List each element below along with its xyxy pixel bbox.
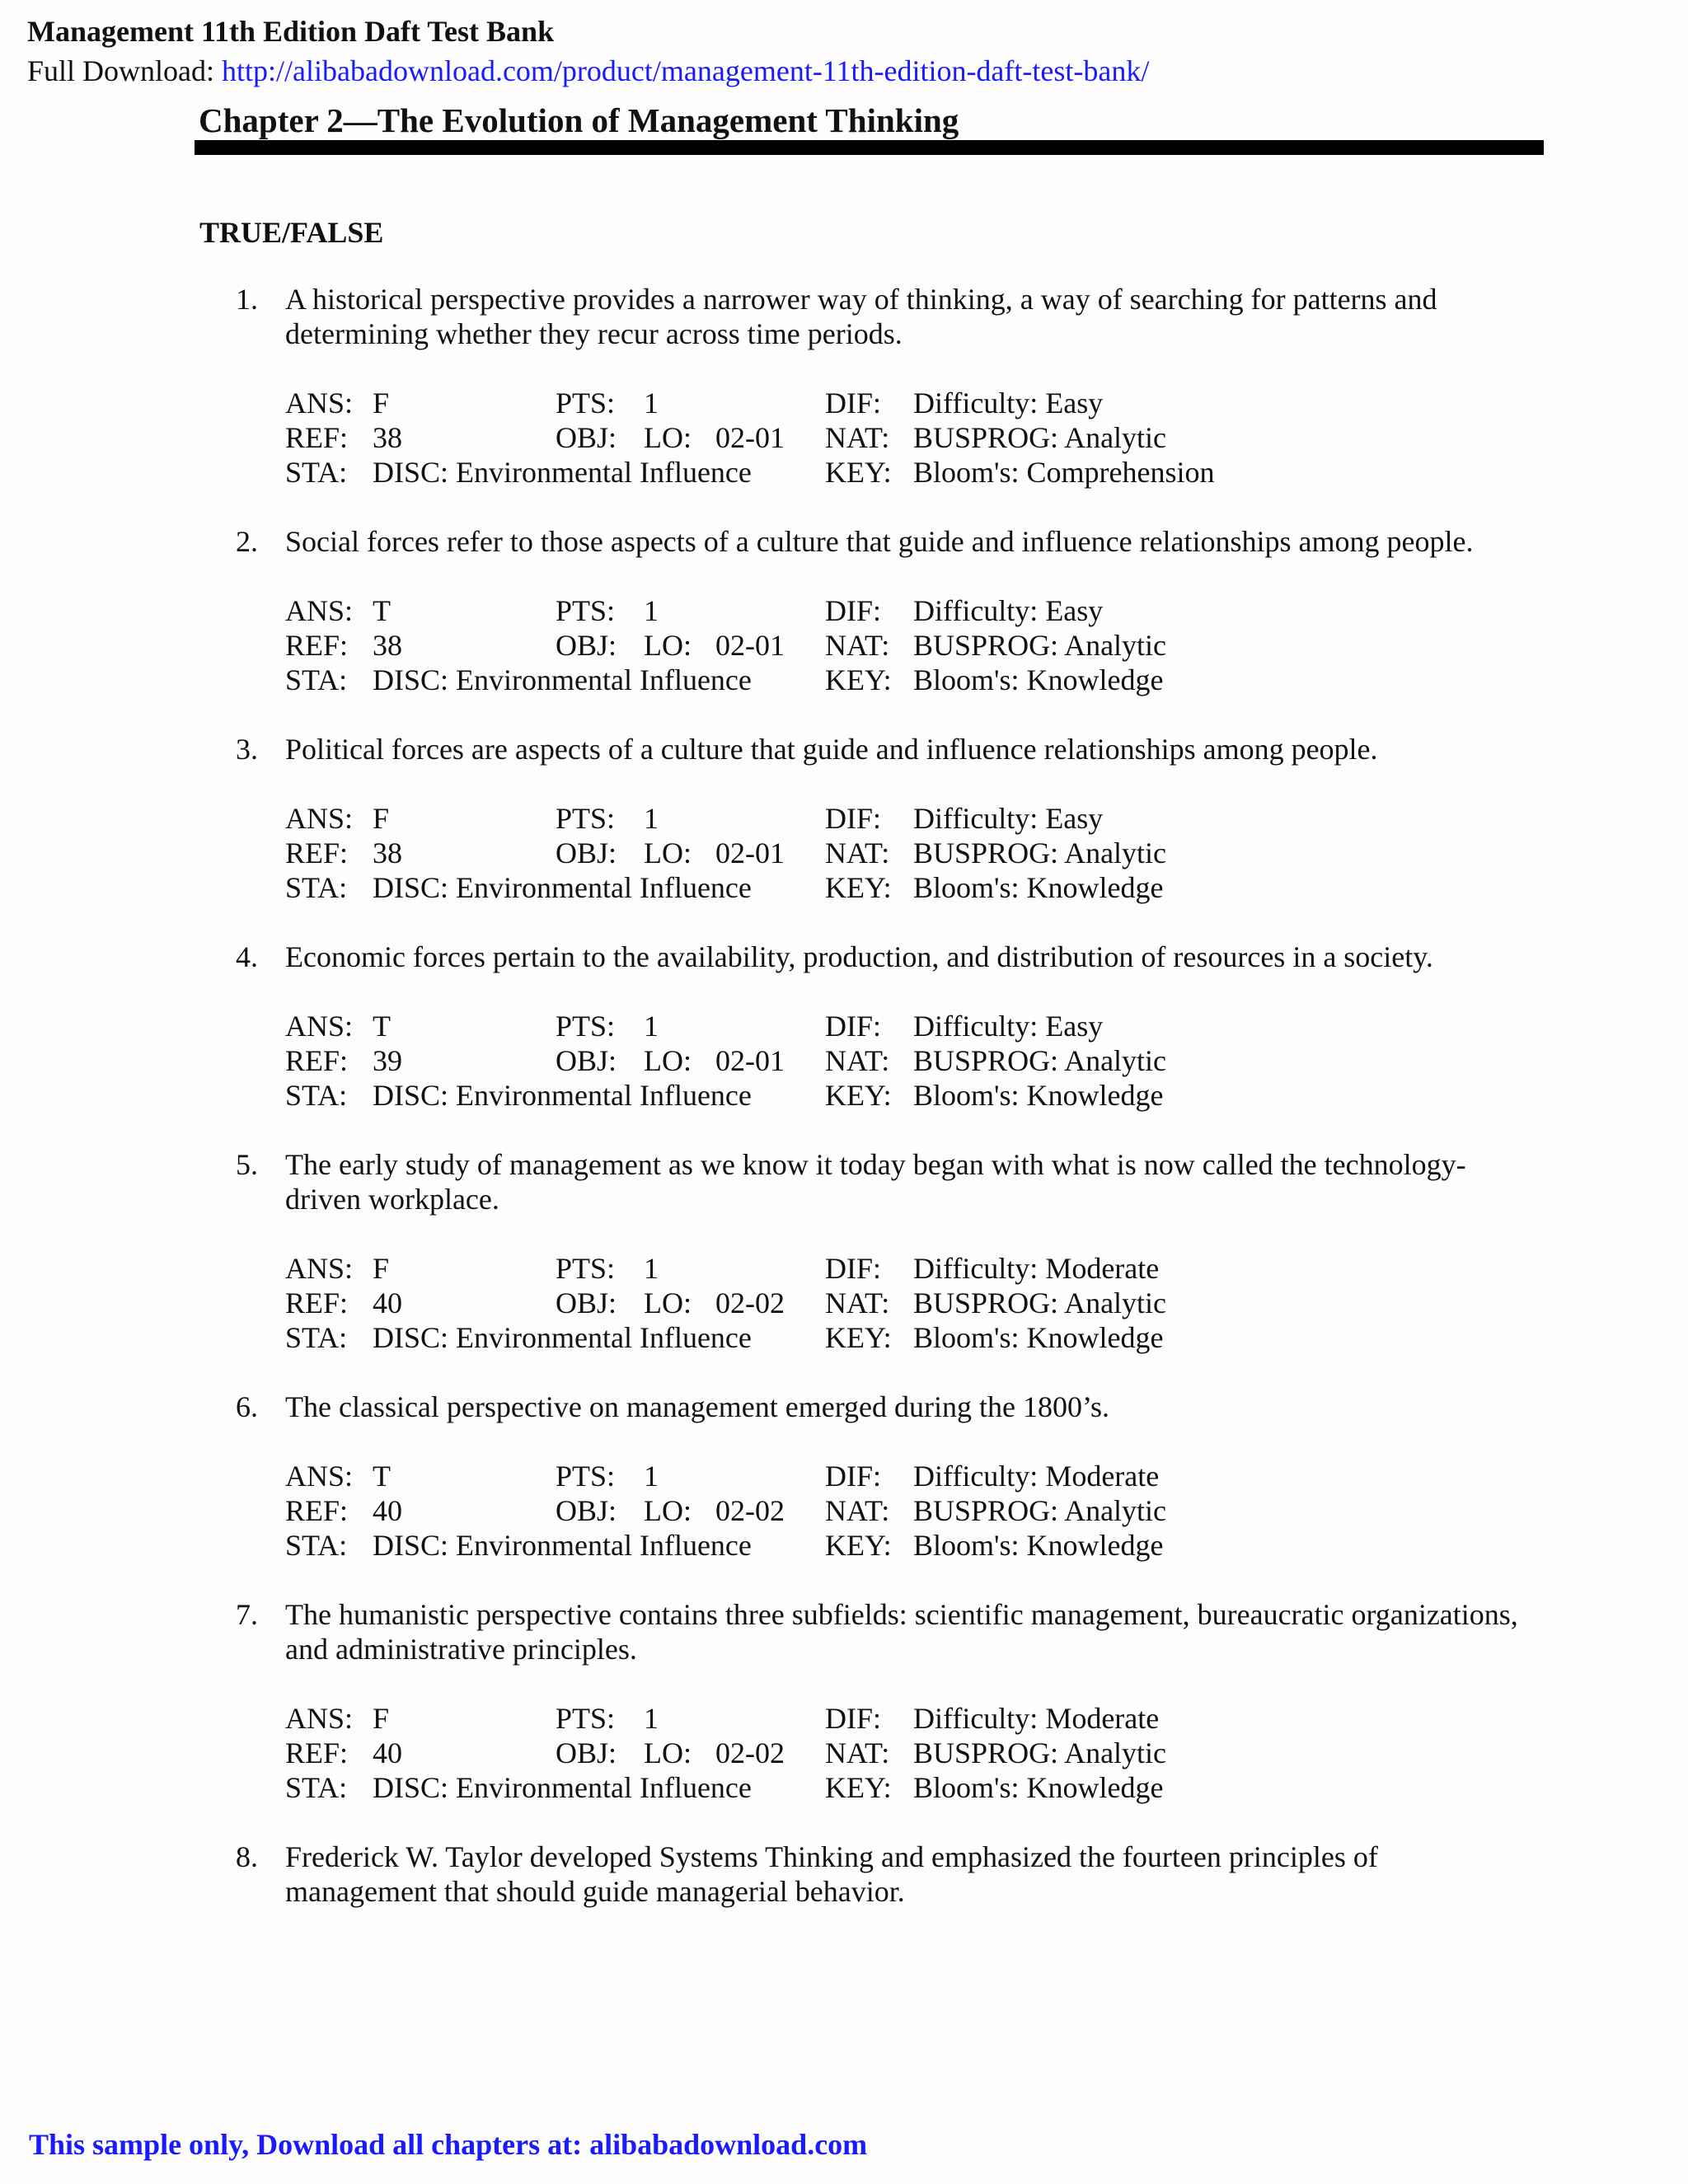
nat-value: BUSPROG: Analytic — [913, 1736, 1167, 1769]
dif-value: Difficulty: Moderate — [913, 1702, 1160, 1735]
sta-label: STA: — [285, 1321, 348, 1354]
meta-row — [285, 1528, 1688, 1563]
meta-row — [285, 1078, 1688, 1113]
sta-label: STA: — [285, 1529, 348, 1562]
question-text: Political forces are aspects of a culture that guide and influence relationships among people. — [285, 733, 1378, 766]
question-text: A historical perspective provides a narrower way of thinking, a way of searching for patterns and determining whether they recur across time periods. — [285, 283, 1437, 350]
question-text: The classical perspective on management emerged during the 1800’s. — [285, 1390, 1110, 1423]
key-value: Bloom's: Knowledge — [913, 871, 1164, 904]
question-meta — [285, 801, 1688, 905]
dif-label: DIF: — [825, 1252, 882, 1285]
meta-row — [285, 1493, 1688, 1528]
question-text: The humanistic perspective contains three subfields: scientific management, bureaucratic organizations, and administrative principles. — [285, 1598, 1518, 1666]
dif-label: DIF: — [825, 594, 882, 627]
sta-value: DISC: Environmental Influence — [373, 663, 752, 696]
meta-row — [285, 663, 1688, 697]
key-value: Bloom's: Comprehension — [913, 456, 1215, 489]
meta-row — [285, 1736, 1688, 1770]
meta-row — [285, 1320, 1688, 1355]
sta-label: STA: — [285, 663, 348, 696]
obj-label: OBJ: — [556, 1736, 617, 1769]
document-header — [27, 12, 1149, 91]
key-label: KEY: — [825, 1529, 892, 1562]
ans-value: F — [373, 802, 390, 835]
download-link[interactable]: http://alibabadownload.com/product/management-11th-edition-daft-test-bank/ — [222, 54, 1150, 87]
obj-label: OBJ: — [556, 421, 617, 454]
key-label: KEY: — [825, 456, 892, 489]
question-item — [0, 1597, 1688, 1805]
document-title: Management 11th Edition Daft Test Bank — [27, 15, 555, 48]
question-item — [0, 732, 1688, 905]
nat-label: NAT: — [825, 1494, 890, 1527]
ref-value: 40 — [373, 1494, 402, 1527]
question-item — [0, 1147, 1688, 1355]
pts-label: PTS: — [556, 802, 616, 835]
dif-label: DIF: — [825, 1702, 882, 1735]
ref-value: 38 — [373, 421, 402, 454]
meta-row — [285, 1459, 1688, 1493]
ref-label: REF: — [285, 1736, 349, 1769]
pts-value: 1 — [644, 802, 659, 835]
lo-label: LO: — [644, 837, 692, 869]
pts-value: 1 — [644, 387, 659, 419]
ans-value: F — [373, 1702, 390, 1735]
meta-row — [285, 870, 1688, 905]
chapter-title: Chapter 2—The Evolution of Management Thinking — [199, 101, 959, 139]
sta-value: DISC: Environmental Influence — [373, 1321, 752, 1354]
nat-value: BUSPROG: Analytic — [913, 421, 1167, 454]
lo-value: 02-01 — [715, 1044, 785, 1077]
meta-row — [285, 386, 1688, 420]
question-meta — [285, 593, 1688, 697]
lo-label: LO: — [644, 1286, 692, 1319]
dif-label: DIF: — [825, 802, 882, 835]
ref-value: 39 — [373, 1044, 402, 1077]
lo-value: 02-01 — [715, 837, 785, 869]
ref-value: 38 — [373, 837, 402, 869]
sta-value: DISC: Environmental Influence — [373, 456, 752, 489]
lo-value: 02-02 — [715, 1494, 785, 1527]
ans-label: ANS: — [285, 387, 354, 419]
ans-label: ANS: — [285, 1010, 354, 1043]
key-value: Bloom's: Knowledge — [913, 1771, 1164, 1804]
question-item — [0, 1840, 1688, 1909]
ans-value: F — [373, 1252, 390, 1285]
key-value: Bloom's: Knowledge — [913, 663, 1164, 696]
ans-label: ANS: — [285, 1252, 354, 1285]
question-number: 4. — [236, 940, 258, 973]
ref-value: 38 — [373, 629, 402, 662]
sta-label: STA: — [285, 456, 348, 489]
meta-row — [285, 1770, 1688, 1805]
question-number: 3. — [236, 733, 258, 766]
ref-value: 40 — [373, 1736, 402, 1769]
meta-row — [285, 593, 1688, 628]
sta-value: DISC: Environmental Influence — [373, 1079, 752, 1112]
pts-value: 1 — [644, 1460, 659, 1493]
sta-value: DISC: Environmental Influence — [373, 1529, 752, 1562]
download-label: Full Download: — [27, 54, 223, 87]
nat-value: BUSPROG: Analytic — [913, 1044, 1167, 1077]
dif-value: Difficulty: Moderate — [913, 1252, 1160, 1285]
nat-label: NAT: — [825, 1286, 890, 1319]
ref-label: REF: — [285, 837, 349, 869]
meta-row — [285, 420, 1688, 455]
pts-label: PTS: — [556, 1252, 616, 1285]
question-item — [0, 940, 1688, 1113]
lo-value: 02-02 — [715, 1736, 785, 1769]
question-text: Social forces refer to those aspects of a culture that guide and influence relationships among people. — [285, 525, 1474, 558]
sta-label: STA: — [285, 1079, 348, 1112]
question-text: The early study of management as we know it today began with what is now called the technology-driven workplace. — [285, 1148, 1466, 1216]
key-value: Bloom's: Knowledge — [913, 1529, 1164, 1562]
nat-label: NAT: — [825, 629, 890, 662]
chapter-rule — [195, 140, 1544, 155]
meta-row — [285, 455, 1688, 490]
key-value: Bloom's: Knowledge — [913, 1321, 1164, 1354]
obj-label: OBJ: — [556, 1494, 617, 1527]
meta-row — [285, 1009, 1688, 1043]
obj-label: OBJ: — [556, 1286, 617, 1319]
dif-value: Difficulty: Easy — [913, 594, 1104, 627]
meta-row — [285, 1043, 1688, 1078]
ref-label: REF: — [285, 421, 349, 454]
ref-label: REF: — [285, 1494, 349, 1527]
nat-label: NAT: — [825, 837, 890, 869]
question-text: Frederick W. Taylor developed Systems Thinking and emphasized the fourteen principles of management that should guide managerial behavior. — [285, 1840, 1378, 1908]
ref-label: REF: — [285, 1044, 349, 1077]
key-label: KEY: — [825, 663, 892, 696]
nat-label: NAT: — [825, 1044, 890, 1077]
pts-label: PTS: — [556, 387, 616, 419]
pts-label: PTS: — [556, 1010, 616, 1043]
key-label: KEY: — [825, 1079, 892, 1112]
nat-label: NAT: — [825, 1736, 890, 1769]
nat-value: BUSPROG: Analytic — [913, 1494, 1167, 1527]
question-number: 7. — [236, 1598, 258, 1631]
dif-value: Difficulty: Easy — [913, 1010, 1104, 1043]
meta-row — [285, 836, 1688, 870]
lo-label: LO: — [644, 1044, 692, 1077]
lo-label: LO: — [644, 421, 692, 454]
question-meta — [285, 1459, 1688, 1563]
question-item — [0, 282, 1688, 490]
ref-value: 40 — [373, 1286, 402, 1319]
ans-value: T — [373, 1010, 391, 1043]
lo-label: LO: — [644, 1736, 692, 1769]
question-list — [0, 282, 1688, 1943]
question-number: 2. — [236, 525, 258, 558]
dif-value: Difficulty: Moderate — [913, 1460, 1160, 1493]
key-label: KEY: — [825, 1771, 892, 1804]
nat-label: NAT: — [825, 421, 890, 454]
dif-label: DIF: — [825, 1010, 882, 1043]
sta-value: DISC: Environmental Influence — [373, 871, 752, 904]
pts-label: PTS: — [556, 594, 616, 627]
obj-label: OBJ: — [556, 1044, 617, 1077]
nat-value: BUSPROG: Analytic — [913, 1286, 1167, 1319]
dif-label: DIF: — [825, 387, 882, 419]
question-number: 5. — [236, 1148, 258, 1181]
question-number: 1. — [236, 283, 258, 316]
question-item — [0, 524, 1688, 697]
pts-label: PTS: — [556, 1702, 616, 1735]
download-line — [27, 51, 1149, 91]
ans-label: ANS: — [285, 1702, 354, 1735]
dif-value: Difficulty: Easy — [913, 387, 1104, 419]
pts-value: 1 — [644, 1252, 659, 1285]
lo-label: LO: — [644, 1494, 692, 1527]
meta-row — [285, 1286, 1688, 1320]
pts-value: 1 — [644, 1702, 659, 1735]
lo-value: 02-01 — [715, 629, 785, 662]
footer-notice[interactable]: This sample only, Download all chapters at: alibabadownload.com — [29, 2128, 868, 2161]
ref-label: REF: — [285, 1286, 349, 1319]
pts-label: PTS: — [556, 1460, 616, 1493]
question-text: Economic forces pertain to the availability, production, and distribution of resources in a society. — [285, 940, 1433, 973]
lo-label: LO: — [644, 629, 692, 662]
dif-value: Difficulty: Easy — [913, 802, 1104, 835]
ans-label: ANS: — [285, 802, 354, 835]
meta-row — [285, 628, 1688, 663]
obj-label: OBJ: — [556, 629, 617, 662]
question-number: 6. — [236, 1390, 258, 1423]
pts-value: 1 — [644, 1010, 659, 1043]
pts-value: 1 — [644, 594, 659, 627]
nat-value: BUSPROG: Analytic — [913, 837, 1167, 869]
question-number: 8. — [236, 1840, 258, 1873]
meta-row — [285, 801, 1688, 836]
sta-value: DISC: Environmental Influence — [373, 1771, 752, 1804]
question-meta — [285, 386, 1688, 490]
ans-value: F — [373, 387, 390, 419]
meta-row — [285, 1251, 1688, 1286]
section-title: TRUE/FALSE — [199, 216, 384, 249]
sta-label: STA: — [285, 871, 348, 904]
meta-row — [285, 1701, 1688, 1736]
ref-label: REF: — [285, 629, 349, 662]
lo-value: 02-01 — [715, 421, 785, 454]
ans-label: ANS: — [285, 1460, 354, 1493]
nat-value: BUSPROG: Analytic — [913, 629, 1167, 662]
question-meta — [285, 1009, 1688, 1113]
key-value: Bloom's: Knowledge — [913, 1079, 1164, 1112]
dif-label: DIF: — [825, 1460, 882, 1493]
key-label: KEY: — [825, 871, 892, 904]
question-meta — [285, 1251, 1688, 1355]
obj-label: OBJ: — [556, 837, 617, 869]
key-label: KEY: — [825, 1321, 892, 1354]
lo-value: 02-02 — [715, 1286, 785, 1319]
ans-value: T — [373, 594, 391, 627]
ans-label: ANS: — [285, 594, 354, 627]
sta-label: STA: — [285, 1771, 348, 1804]
question-meta — [285, 1701, 1688, 1805]
ans-value: T — [373, 1460, 391, 1493]
question-item — [0, 1390, 1688, 1563]
